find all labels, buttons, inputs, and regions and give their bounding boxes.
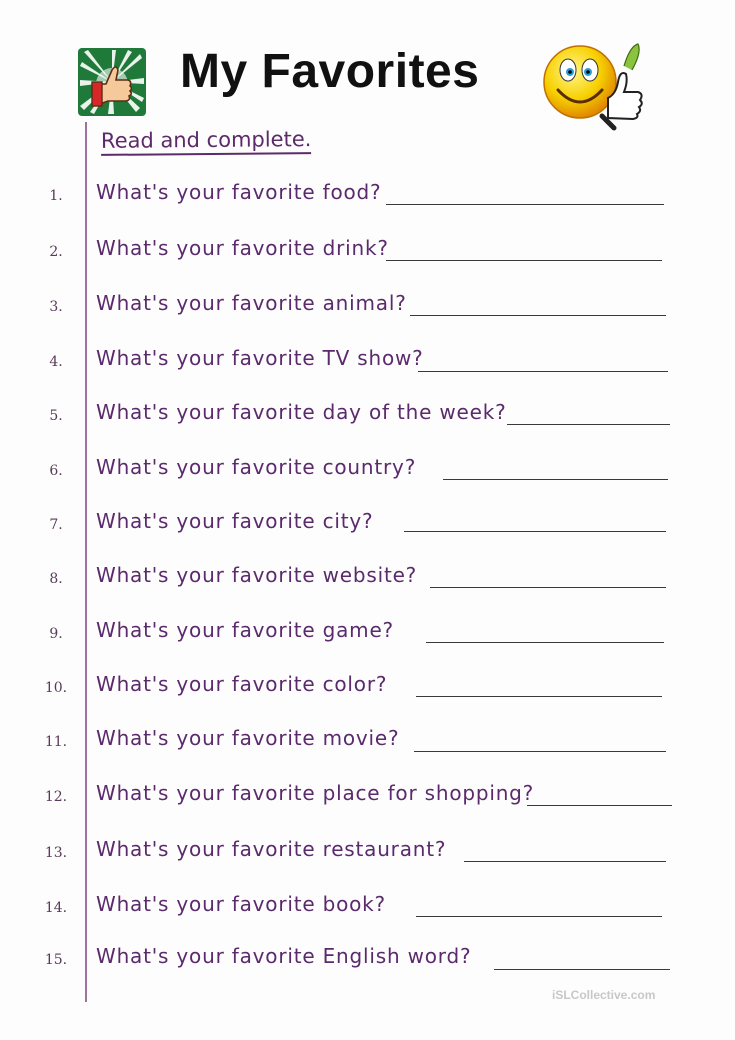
answer-line[interactable] [416,696,662,697]
question-number: 8. [49,571,63,587]
question-text: What's your favorite day of the week? [96,400,507,424]
question-text: What's your favorite movie? [96,726,400,750]
question-row [0,291,735,331]
question-number: 2. [49,244,63,260]
answer-line[interactable] [443,479,668,480]
question-text: What's your favorite TV show? [96,346,424,370]
watermark: iSLCollective.com [552,988,656,1002]
question-number: 12. [44,789,68,805]
answer-line[interactable] [426,642,664,643]
answer-line[interactable] [404,531,666,532]
answer-line[interactable] [464,861,666,862]
question-row [0,618,735,658]
answer-line[interactable] [386,204,664,205]
question-row [0,400,735,440]
question-text: What's your favorite country? [96,455,417,479]
question-text: What's your favorite animal? [96,291,407,315]
question-row [0,944,735,984]
question-text: What's your favorite website? [96,563,418,587]
question-row [0,236,735,276]
answer-line[interactable] [494,969,670,970]
question-number: 1. [49,188,63,204]
question-text: What's your favorite food? [96,180,382,204]
question-text: What's your favorite color? [96,672,388,696]
answer-line[interactable] [410,315,666,316]
question-row [0,672,735,712]
answer-line[interactable] [527,805,672,806]
question-row [0,455,735,495]
question-text: What's your favorite game? [96,618,394,642]
answer-line[interactable] [414,751,666,752]
question-number: 14. [44,900,68,916]
question-text: What's your favorite city? [96,509,374,533]
question-row [0,346,735,386]
question-number: 10. [44,680,68,696]
question-row [0,180,735,220]
question-row [0,563,735,603]
question-number: 4. [49,354,63,370]
question-number: 5. [49,408,63,424]
page-title: My Favorites [180,45,480,98]
question-row [0,892,735,932]
smiley-thumbs-up-icon [538,36,650,132]
question-number: 6. [49,463,63,479]
question-number: 9. [49,626,63,642]
question-number: 13. [44,845,68,861]
question-text: What's your favorite book? [96,892,386,916]
question-row [0,781,735,821]
question-number: 15. [44,952,68,968]
question-row [0,509,735,549]
question-text: What's your favorite place for shopping? [96,781,535,805]
answer-line[interactable] [430,587,666,588]
question-text: What's your favorite drink? [96,236,389,260]
question-row [0,726,735,766]
question-row [0,837,735,877]
question-number: 11. [44,734,68,750]
thumbs-up-badge-icon [78,48,146,116]
question-number: 7. [49,517,63,533]
answer-line[interactable] [418,371,668,372]
question-text: What's your favorite restaurant? [96,837,447,861]
question-text: What's your favorite English word? [96,944,472,968]
answer-line[interactable] [386,260,662,261]
answer-line[interactable] [416,916,662,917]
question-number: 3. [49,299,63,315]
answer-line[interactable] [507,424,670,425]
instruction-text: Read and complete. [101,127,312,156]
